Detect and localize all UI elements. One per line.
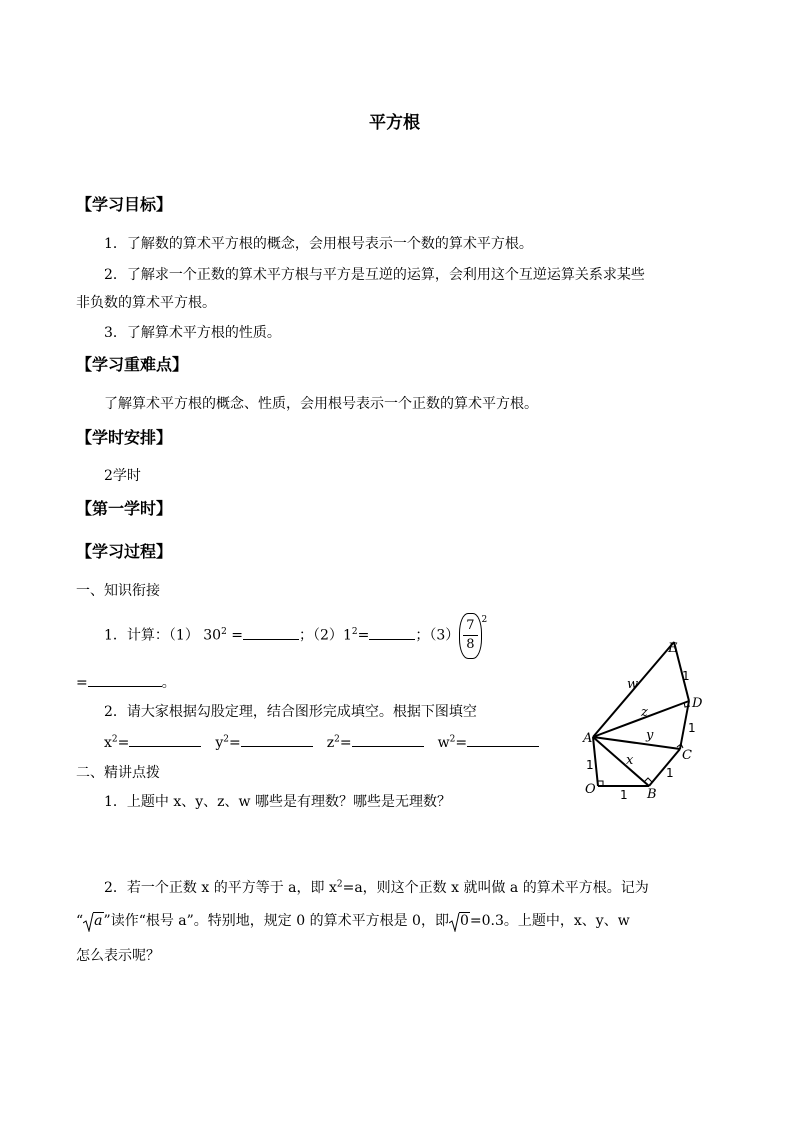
label-x: x (626, 753, 634, 768)
label-d: D (692, 696, 703, 711)
section-schedule: 【学时安排】 (76, 428, 173, 447)
question-4-line-2: “ a”读作“根号 a”。特别地，规定 0 的算术平方根是 0，即 0=0.3。上题中，x、y、w (76, 913, 630, 929)
section-first-lesson: 【第一学时】 (76, 499, 173, 518)
label-one-oa: 1 (586, 758, 594, 772)
answer-blank[interactable] (243, 625, 299, 640)
sqrt-a: a (83, 913, 103, 929)
label-b: B (647, 787, 657, 802)
label-e: E (668, 641, 678, 656)
label-a: A (583, 731, 593, 746)
section-key-points: 【学习重难点】 (76, 355, 189, 374)
answer-blank[interactable] (352, 732, 424, 747)
answer-blank[interactable] (369, 625, 415, 640)
page-title: 平方根 (369, 113, 420, 133)
label-z: z (641, 705, 648, 720)
goal-3: 3．了解算术平方根的性质。 (104, 325, 281, 341)
question-4-line-1: 2．若一个正数 x 的平方等于 a，即 $x^2=a$，则这个正数 x 就叫做 a 的算术平方根。记为 (104, 879, 649, 896)
goal-1: 1．了解数的算术平方根的概念，会用根号表示一个数的算术平方根。 (104, 236, 533, 252)
part-one-heading: 一、知识衔接 (76, 583, 160, 599)
question-4-line-3: 怎么表示呢？ (76, 948, 160, 964)
label-y: y (646, 728, 654, 743)
sqrt-zero: 0 (449, 913, 470, 929)
goal-2b: 非负数的算术平方根。 (76, 295, 216, 311)
question-2: 2．请大家根据勾股定理，结合图形完成填空。根据下图填空 (104, 704, 477, 720)
part-two-heading: 二、精讲点拨 (76, 765, 160, 781)
answer-blank[interactable] (241, 732, 313, 747)
fraction-paren: $\frac{7}{8}$ (459, 613, 481, 659)
key-points-text: 了解算术平方根的概念、性质，会用根号表示一个正数的算术平方根。 (104, 396, 538, 412)
question-2-blanks: $x^2= y^2= z^2= w^2=$ (104, 732, 539, 751)
question-3: 1．上题中 x、y、z、w 哪些是有理数？哪些是无理数？ (104, 794, 451, 810)
label-o: O (585, 782, 596, 797)
answer-blank[interactable] (129, 732, 201, 747)
label-c: C (682, 748, 692, 763)
schedule-text: 2学时 (104, 468, 141, 484)
label-w: w (627, 677, 639, 692)
section-process: 【学习过程】 (76, 542, 173, 561)
label-one-de: 1 (682, 669, 690, 683)
pythagorean-spiral-figure (580, 636, 710, 806)
label-one-ob: 1 (620, 788, 628, 802)
label-one-cd: 1 (688, 721, 696, 735)
answer-blank[interactable] (88, 672, 162, 687)
question-1-continuation: = 。 (76, 672, 176, 692)
section-goals: 【学习目标】 (76, 195, 173, 214)
label-one-bc: 1 (666, 766, 674, 780)
goal-2a: 2．了解求一个正数的算术平方根与平方是互逆的运算，会利用这个互逆运算关系求某些 (104, 267, 645, 283)
answer-blank[interactable] (467, 732, 539, 747)
question-1: 1．计算：（1） $30^2$ = ；$(2)1^2=$ ；（3） $\frac{7}{8}$ $^2$ (104, 612, 487, 652)
